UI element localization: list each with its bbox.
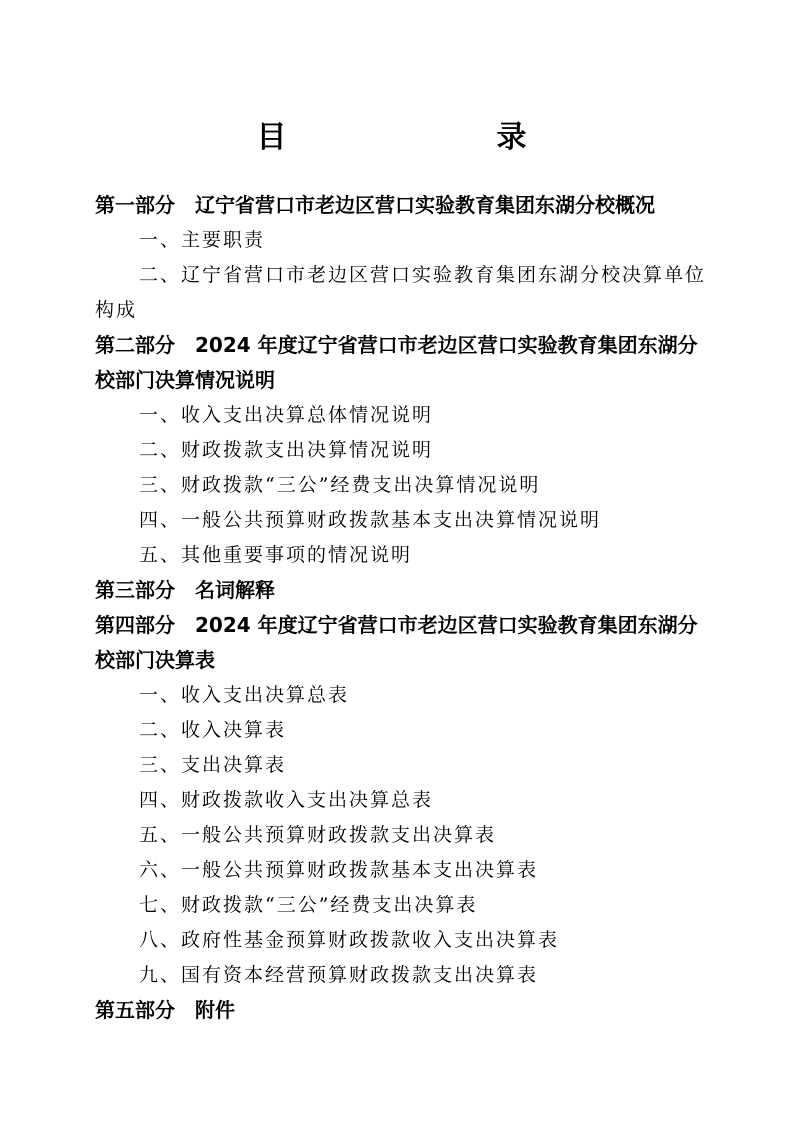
part-label: 第五部分 [95, 998, 175, 1022]
toc-item[interactable]: 五、一般公共预算财政拨款支出决算表 [139, 824, 497, 846]
table-of-contents [95, 188, 715, 1028]
toc-item[interactable]: 一、收入支出决算总体情况说明 [139, 404, 434, 426]
part-title: 名词解释 [195, 578, 275, 602]
toc-item[interactable]: 五、其他重要事项的情况说明 [139, 544, 413, 566]
toc-item[interactable]: 八、政府性基金预算财政拨款收入支出决算表 [139, 929, 560, 951]
toc-item[interactable]: 九、国有资本经营预算财政拨款支出决算表 [139, 964, 539, 986]
toc-part-4[interactable] [95, 608, 715, 678]
toc-item[interactable]: 七、财政拨款“三公”经费支出决算表 [139, 894, 478, 916]
toc-part-2[interactable] [95, 328, 715, 398]
toc-item[interactable]: 四、一般公共预算财政拨款基本支出决算情况说明 [139, 509, 602, 531]
toc-item[interactable]: 三、支出决算表 [139, 754, 287, 776]
toc-item[interactable]: 一、收入支出决算总表 [139, 684, 350, 706]
toc-part-5[interactable] [95, 993, 715, 1028]
toc-part-1[interactable] [95, 188, 715, 223]
part-title: 辽宁省营口市老边区营口实验教育集团东湖分校概况 [195, 193, 655, 217]
part-label: 第三部分 [95, 578, 175, 602]
part-label: 第一部分 [95, 193, 175, 217]
toc-item[interactable] [95, 258, 715, 328]
toc-item[interactable]: 六、一般公共预算财政拨款基本支出决算表 [139, 859, 539, 881]
toc-item-text: 二、辽宁省营口市老边区营口实验教育集团东湖分校决算单位构成 [95, 264, 707, 321]
toc-part-3[interactable] [95, 573, 715, 608]
toc-item[interactable]: 二、收入决算表 [139, 719, 287, 741]
toc-item[interactable]: 二、财政拨款支出决算情况说明 [139, 439, 434, 461]
toc-item[interactable]: 一、主要职责 [139, 229, 266, 251]
page-title: 目 录 [256, 120, 577, 155]
part-label: 第四部分 [95, 613, 175, 637]
toc-item[interactable]: 四、财政拨款收入支出决算总表 [139, 789, 434, 811]
part-label: 第二部分 [95, 333, 175, 357]
part-title: 附件 [195, 998, 235, 1022]
toc-item[interactable]: 三、财政拨款“三公”经费支出决算情况说明 [139, 474, 541, 496]
part-title: 2024 年度辽宁省营口市老边区营口实验教育集团东湖分校部门决算表 [95, 613, 698, 672]
part-title: 2024 年度辽宁省营口市老边区营口实验教育集团东湖分校部门决算情况说明 [95, 333, 698, 392]
